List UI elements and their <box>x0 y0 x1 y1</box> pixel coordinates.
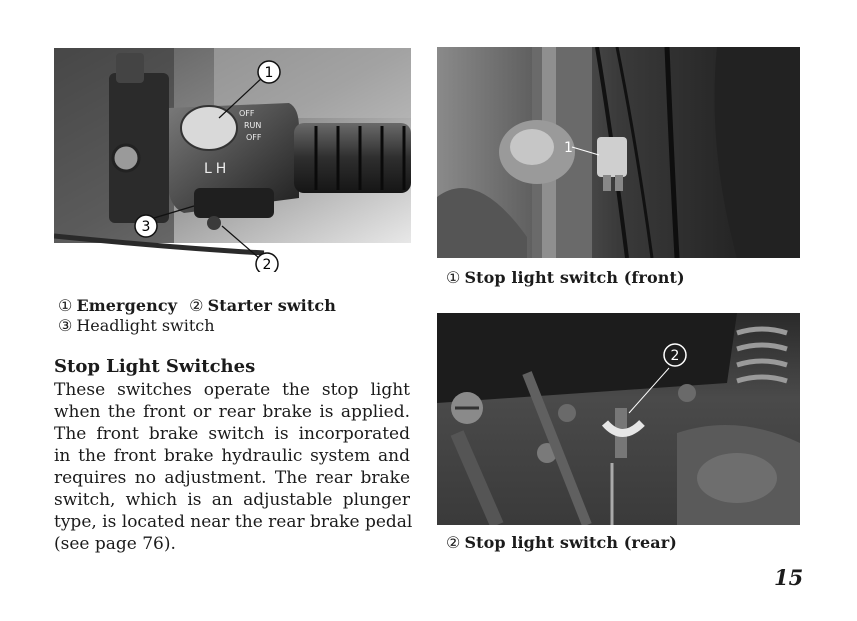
body-line-7: type, is located near the rear brake pedal <box>54 512 413 532</box>
body-line-5: requires no adjustment. The rear brake <box>54 468 410 488</box>
page-number: 15 <box>774 565 804 590</box>
callout-2: 2 <box>262 257 272 272</box>
switch-label-off-top: OFF <box>239 109 255 118</box>
caption-headlight-switch: Headlight switch <box>76 316 215 335</box>
caption-marker-2: ② <box>189 296 204 315</box>
front-switch-caption <box>446 268 685 287</box>
handlebar-switch-photo <box>54 48 411 272</box>
handlebar-caption-line1 <box>58 296 336 315</box>
body-line-3: The front brake switch is incorporated <box>54 424 410 444</box>
handlebar-caption-line2 <box>58 316 215 335</box>
callout-rear-2: 2 <box>670 348 680 364</box>
switch-label-off-bottom: OFF <box>246 133 262 142</box>
grip-label-lh: LH <box>204 161 231 177</box>
front-caption-marker: ① <box>446 268 461 287</box>
caption-marker-3: ③ <box>58 316 73 335</box>
body-line-4: in the front brake hydraulic system and <box>54 446 410 466</box>
caption-emergency: Emergency <box>76 296 178 315</box>
front-switch-photo <box>437 47 800 258</box>
switch-label-run: RUN <box>244 121 262 130</box>
body-line-1: These switches operate the stop light <box>54 380 410 400</box>
body-line-6: switch, which is an adjustable plunger <box>54 490 410 510</box>
caption-starter-switch: Starter switch <box>207 296 336 315</box>
section-heading: Stop Light Switches <box>54 356 256 377</box>
callout-3: 3 <box>141 219 151 235</box>
callout-front-1: 1 <box>564 140 573 156</box>
rear-switch-caption <box>446 533 677 552</box>
rear-caption-marker: ② <box>446 533 461 552</box>
caption-marker-1: ① <box>58 296 73 315</box>
rear-switch-photo <box>437 313 800 525</box>
front-caption-label: Stop light switch (front) <box>464 268 685 287</box>
rear-caption-label: Stop light switch (rear) <box>464 533 677 552</box>
callout-1: 1 <box>264 65 274 81</box>
body-line-2: when the front or rear brake is applied. <box>54 402 410 422</box>
body-line-8: (see page 76). <box>54 534 176 554</box>
